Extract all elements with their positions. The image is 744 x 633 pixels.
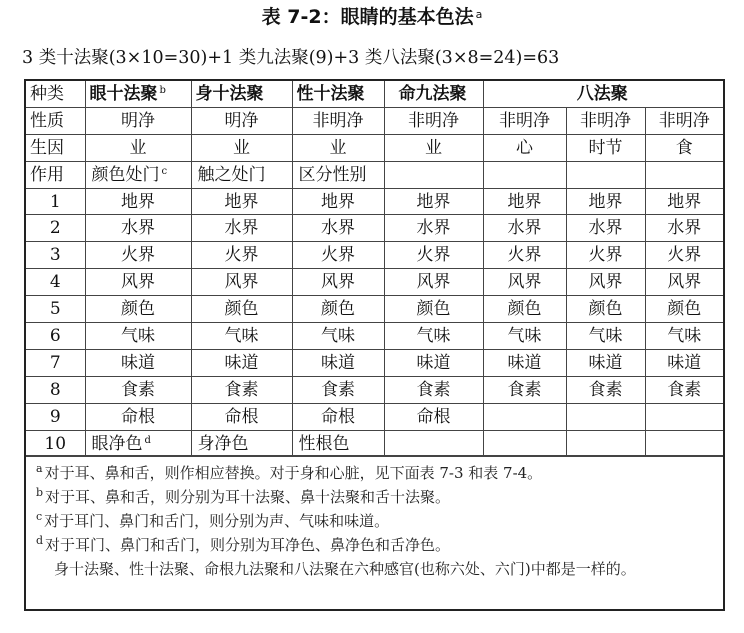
table-cell: 风界 bbox=[645, 269, 723, 296]
table-cell: 食素 bbox=[292, 376, 384, 403]
table-cell: 火界 bbox=[292, 242, 384, 269]
formula-line: 3 类十法聚(3×10=30)+1 类九法聚(9)+3 类八法聚(3×8=24)=63 bbox=[22, 48, 560, 68]
table-cell: 风界 bbox=[191, 269, 292, 296]
table-cell: 味道 bbox=[384, 349, 483, 376]
table-cell bbox=[645, 430, 723, 457]
footnote-text: 对于耳门、鼻门和舌门，则分别为声、气味和味道。 bbox=[44, 512, 390, 530]
color-table bbox=[26, 81, 723, 457]
row-index: 9 bbox=[26, 403, 85, 430]
table-cell: 非明净 bbox=[483, 107, 566, 134]
table-cell: 命根 bbox=[191, 403, 292, 430]
table-cell: 火界 bbox=[384, 242, 483, 269]
footnote-text: 对于耳、鼻和舌，则作相应替换。对于身和心脏，见下面表 7-3 和表 7-4。 bbox=[44, 464, 543, 482]
table-row bbox=[26, 323, 723, 350]
table-row bbox=[26, 269, 723, 296]
row-function bbox=[26, 161, 723, 188]
table-cell: 火界 bbox=[191, 242, 292, 269]
table-cell: 风界 bbox=[85, 269, 191, 296]
table-row bbox=[26, 215, 723, 242]
row-index: 1 bbox=[26, 188, 85, 215]
table-cell bbox=[384, 161, 483, 188]
column-header-text: 性十法聚 bbox=[296, 83, 365, 104]
table-cell: 颜色 bbox=[566, 296, 645, 323]
table-cell: 地界 bbox=[483, 188, 566, 215]
table-cell: 气味 bbox=[645, 323, 723, 350]
footnote-marker: a bbox=[36, 462, 43, 475]
table-cell: 颜色 bbox=[85, 296, 191, 323]
footnote-marker: c bbox=[36, 510, 43, 523]
row-index: 8 bbox=[26, 376, 85, 403]
function-cell-text: 颜色处门 bbox=[91, 164, 160, 185]
row-label-kind: 种类 bbox=[26, 81, 85, 107]
table-cell: 身净色 bbox=[191, 430, 292, 457]
table-cell bbox=[566, 430, 645, 457]
table-cell: 水界 bbox=[191, 215, 292, 242]
table-cell: 食素 bbox=[566, 376, 645, 403]
table-cell bbox=[384, 430, 483, 457]
table-cell: 风界 bbox=[292, 269, 384, 296]
table-cell: 水界 bbox=[645, 215, 723, 242]
table-cell: 味道 bbox=[645, 349, 723, 376]
table-row bbox=[26, 430, 723, 457]
title-footnote-marker: a bbox=[475, 8, 483, 21]
table-cell bbox=[645, 403, 723, 430]
table-cell: 颜色 bbox=[645, 296, 723, 323]
row-cause bbox=[26, 134, 723, 161]
table-cell: 地界 bbox=[292, 188, 384, 215]
table-cell: 水界 bbox=[566, 215, 645, 242]
table-cell bbox=[566, 403, 645, 430]
table-cell: 非明净 bbox=[566, 107, 645, 134]
table-title-text: 表 7-2：眼睛的基本色法 bbox=[261, 6, 474, 28]
table-cell: 地界 bbox=[191, 188, 292, 215]
table-cell: 非明净 bbox=[645, 107, 723, 134]
table-cell bbox=[645, 161, 723, 188]
table-row bbox=[26, 242, 723, 269]
table-cell: 食 bbox=[645, 134, 723, 161]
function-cell-text: 区分性别 bbox=[298, 164, 367, 185]
footnote-d bbox=[36, 533, 717, 557]
table-cell bbox=[483, 161, 566, 188]
footnotes bbox=[26, 455, 723, 609]
table-cell: 时节 bbox=[566, 134, 645, 161]
table-cell: 明净 bbox=[85, 107, 191, 134]
table-cell: 火界 bbox=[483, 242, 566, 269]
table-cell: 颜色 bbox=[483, 296, 566, 323]
table-cell: 味道 bbox=[566, 349, 645, 376]
row-index: 6 bbox=[26, 323, 85, 350]
table-cell: 味道 bbox=[483, 349, 566, 376]
row-index: 2 bbox=[26, 215, 85, 242]
footnote-marker: d bbox=[36, 534, 44, 547]
table-cell: 业 bbox=[292, 134, 384, 161]
table-cell bbox=[85, 430, 191, 457]
table-cell: 食素 bbox=[191, 376, 292, 403]
table-row bbox=[26, 296, 723, 323]
footnote-text: 对于耳、鼻和舌，则分别为耳十法聚、鼻十法聚和舌十法聚。 bbox=[45, 488, 451, 506]
table-cell: 性根色 bbox=[292, 430, 384, 457]
table-cell: 火界 bbox=[85, 242, 191, 269]
column-header-footnote: b bbox=[159, 84, 166, 96]
table-cell-text: 眼净色 bbox=[91, 433, 143, 454]
table-cell: 火界 bbox=[645, 242, 723, 269]
table-cell: 水界 bbox=[384, 215, 483, 242]
table-cell-footnote: d bbox=[144, 434, 151, 446]
row-index: 3 bbox=[26, 242, 85, 269]
table-cell: 气味 bbox=[566, 323, 645, 350]
table-cell: 风界 bbox=[566, 269, 645, 296]
table-cell: 地界 bbox=[85, 188, 191, 215]
row-index: 5 bbox=[26, 296, 85, 323]
table-cell: 食素 bbox=[483, 376, 566, 403]
row-label-nature: 性质 bbox=[26, 107, 85, 134]
footnote-b bbox=[36, 485, 717, 509]
table-cell: 颜色 bbox=[384, 296, 483, 323]
table-cell: 地界 bbox=[384, 188, 483, 215]
table-cell: 水界 bbox=[483, 215, 566, 242]
table-cell: 命根 bbox=[292, 403, 384, 430]
table-cell: 火界 bbox=[566, 242, 645, 269]
table-cell: 业 bbox=[384, 134, 483, 161]
column-header-text: 身十法聚 bbox=[195, 83, 264, 104]
table-cell: 食素 bbox=[384, 376, 483, 403]
footnote-text: 对于耳门、鼻门和舌门，则分别为耳净色、鼻净色和舌净色。 bbox=[45, 536, 451, 554]
row-label-cause: 生因 bbox=[26, 134, 85, 161]
table-cell: 风界 bbox=[384, 269, 483, 296]
column-header bbox=[292, 81, 384, 107]
table-row bbox=[26, 403, 723, 430]
table-cell bbox=[191, 161, 292, 188]
column-header bbox=[483, 81, 723, 107]
column-header bbox=[384, 81, 483, 107]
table-cell: 气味 bbox=[384, 323, 483, 350]
table-cell: 心 bbox=[483, 134, 566, 161]
column-header-text: 眼十法聚 bbox=[89, 83, 158, 104]
column-header bbox=[85, 81, 191, 107]
function-cell-footnote: c bbox=[161, 165, 168, 177]
header-row bbox=[26, 81, 723, 107]
table-cell: 食素 bbox=[645, 376, 723, 403]
table-cell bbox=[85, 161, 191, 188]
table-cell: 业 bbox=[191, 134, 292, 161]
table-cell bbox=[566, 161, 645, 188]
column-header-text: 命九法聚 bbox=[398, 83, 467, 104]
footnote-a bbox=[36, 461, 717, 485]
table-cell: 味道 bbox=[292, 349, 384, 376]
table-cell: 气味 bbox=[191, 323, 292, 350]
table-cell bbox=[483, 403, 566, 430]
table-row bbox=[26, 349, 723, 376]
table-cell: 非明净 bbox=[292, 107, 384, 134]
table-cell bbox=[292, 161, 384, 188]
table-cell: 颜色 bbox=[191, 296, 292, 323]
table-cell: 命根 bbox=[85, 403, 191, 430]
table-row bbox=[26, 188, 723, 215]
table-cell: 水界 bbox=[292, 215, 384, 242]
footnote-marker: b bbox=[36, 486, 44, 499]
column-header bbox=[191, 81, 292, 107]
color-table-frame bbox=[24, 79, 725, 611]
table-cell: 命根 bbox=[384, 403, 483, 430]
note-extra: 身十法聚、性十法聚、命根九法聚和八法聚在六种感官(也称六处、六门)中都是一样的。 bbox=[54, 560, 636, 578]
table-cell: 颜色 bbox=[292, 296, 384, 323]
row-index: 10 bbox=[26, 430, 85, 457]
row-nature bbox=[26, 107, 723, 134]
table-cell: 非明净 bbox=[384, 107, 483, 134]
table-cell: 风界 bbox=[483, 269, 566, 296]
table-cell: 业 bbox=[85, 134, 191, 161]
table-row bbox=[26, 376, 723, 403]
table-cell: 味道 bbox=[85, 349, 191, 376]
row-index: 4 bbox=[26, 269, 85, 296]
table-cell: 地界 bbox=[645, 188, 723, 215]
row-index: 7 bbox=[26, 349, 85, 376]
column-header-text: 八法聚 bbox=[576, 83, 628, 104]
table-cell: 气味 bbox=[292, 323, 384, 350]
table-title bbox=[0, 4, 744, 30]
table-cell: 气味 bbox=[483, 323, 566, 350]
table-cell: 明净 bbox=[191, 107, 292, 134]
table-cell: 水界 bbox=[85, 215, 191, 242]
row-label-function: 作用 bbox=[26, 161, 85, 188]
footnote-c bbox=[36, 509, 717, 533]
table-cell: 食素 bbox=[85, 376, 191, 403]
table-cell bbox=[483, 430, 566, 457]
table-cell: 地界 bbox=[566, 188, 645, 215]
table-cell: 气味 bbox=[85, 323, 191, 350]
table-cell: 味道 bbox=[191, 349, 292, 376]
function-cell-text: 触之处门 bbox=[197, 164, 266, 185]
